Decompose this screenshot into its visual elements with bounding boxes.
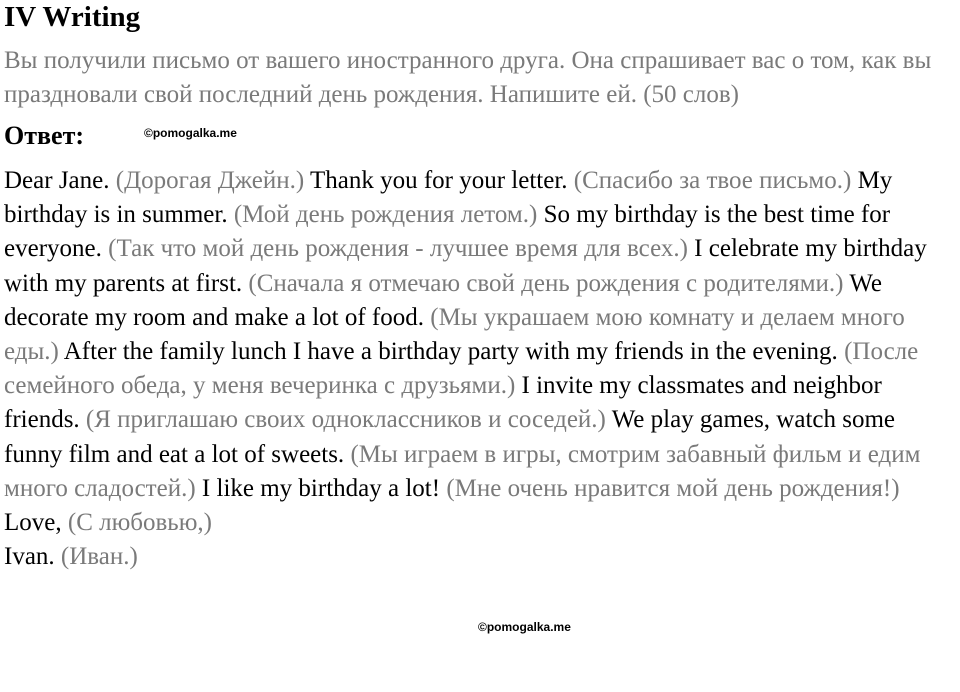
sentence-ru: (Мы играем в игры, смотрим забавный фильм и едим много сладостей.) — [4, 440, 921, 502]
sentence-en: I celebrate my birthday with my parents at first. — [4, 235, 927, 297]
sentence-en: I like my birthday a lot! — [201, 474, 441, 502]
closing-ru: (С любовью,) — [67, 509, 212, 537]
sentence-en: We play games, watch some funny film and eat a lot of sweets. — [4, 406, 896, 468]
sentence-ru: (Дорогая Джейн.) — [115, 167, 305, 194]
sentence-en: So my birthday is the best time for everyone. — [4, 201, 891, 263]
sentence-ru: (Сначала я отмечаю свой день рождения с родителями.) — [248, 269, 844, 297]
answer-label: Ответ: — [4, 121, 85, 150]
sentence-ru: (Так что мой день рождения - лучшее время для всех.) — [108, 235, 688, 263]
section-title: IV Writing — [4, 1, 141, 33]
closing-en: Love, — [4, 509, 62, 537]
task-text: Вы получили письмо от вашего иностранного друга. Она спрашивает вас о том, как вы праздновали свой последний день рождения. Напишите ей. (50 слов) — [4, 47, 932, 108]
answer-header — [4, 118, 956, 154]
sentence-ru: (После семейного обеда, у меня вечеринка с друзьями.) — [4, 338, 919, 400]
sentence-en: We decorate my room and make a lot of food. — [4, 269, 883, 331]
sentence-ru: (Мне очень нравится мой день рождения!) — [446, 474, 900, 502]
watermark-bottom: ©pomogalka.me — [478, 620, 571, 634]
signature-ru: (Иван.) — [60, 543, 138, 571]
sentence-en: After the family lunch I have a birthday party with my friends in the evening. — [63, 338, 838, 366]
letter-body — [4, 164, 956, 574]
sentence-ru: (Спасибо за твое письмо.) — [573, 167, 852, 194]
sentence-ru: (Я приглашаю своих одноклассников и соседей.) — [85, 406, 606, 434]
sentence-ru: (Мой день рождения летом.) — [233, 201, 538, 229]
sentence-ru: (Мы украшаем мою комнату и делаем много еды.) — [4, 303, 905, 366]
sentence-en: Dear Jane. — [4, 167, 110, 194]
sentence-en: Thank you for your letter. — [309, 167, 568, 194]
document-page — [4, 0, 956, 574]
sentence-en: I invite my classmates and neighbor friends. — [4, 372, 882, 434]
signature-en: Ivan. — [4, 543, 55, 571]
watermark-top: ©pomogalka.me — [144, 126, 237, 140]
sentence-en: My birthday is in summer. — [4, 167, 893, 229]
